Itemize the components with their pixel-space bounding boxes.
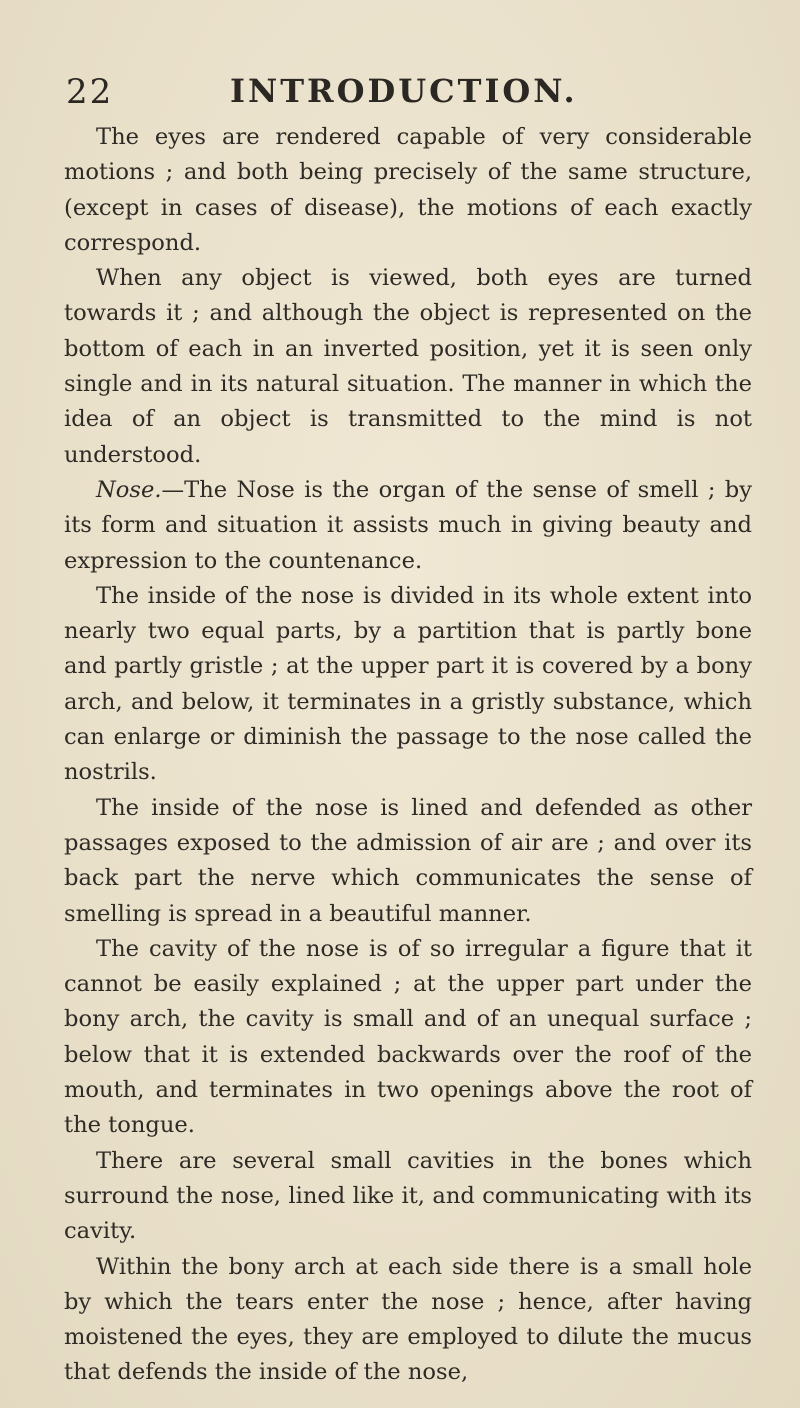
running-head: INTRODUCTION.	[230, 72, 578, 110]
paragraph-eye-motions: The eyes are rendered capable of very considerable motions ; and both being precisely of the same structure, (except in cases of disease), the motions of each exactly correspond.	[64, 124, 752, 256]
paragraph-small-cavities: There are several small cavities in the bones which surround the nose, lined like it, and communicating with its cavity.	[64, 1147, 752, 1245]
paragraph-nose-intro	[64, 473, 752, 579]
section-lead-nose: Nose.	[96, 476, 162, 503]
page-header	[66, 72, 746, 122]
paragraph-nose-intro-text: —The Nose is the organ of the sense of smell ; by its form and situation it assists much in giving beauty and expression to the countenance.	[64, 476, 752, 574]
page-number: 22	[66, 72, 114, 112]
paragraph-nose-cavity: The cavity of the nose is of so irregular a figure that it cannot be easily explained ; at the upper part under the bony arch, the cavity is small and of an unequal surface ; below that it is extended backwards over the roof of the mouth, and terminates in two openings above the root of the tongue.	[64, 935, 752, 1139]
body-text	[64, 120, 752, 1391]
paragraph-nose-inside: The inside of the nose is divided in its whole extent into nearly two equal parts, by a partition that is partly bone and partly gristle ; at the upper part it is covered by a bony arch, and below, it terminates in a gristly substance, which can enlarge or diminish the passage to the nose called the nostrils.	[64, 582, 752, 786]
paragraph-eye-vision: When any object is viewed, both eyes are turned towards it ; and although the object is represented on the bottom of each in an inverted position, yet it is seen only single and in its natural situation. The manner in which the idea of an object is transmitted to the mind is not understood.	[64, 265, 752, 468]
paragraph-tears: Within the bony arch at each side there is a small hole by which the tears enter the nose ; hence, after having moistened the eyes, they are employed to dilute the mucus that defends the inside of the nose,	[64, 1253, 752, 1386]
paragraph-nose-lining: The inside of the nose is lined and defended as other passages exposed to the admission of air are ; and over its back part the nerve which communicates the sense of smelling is spread in a beautiful manner.	[64, 794, 752, 927]
